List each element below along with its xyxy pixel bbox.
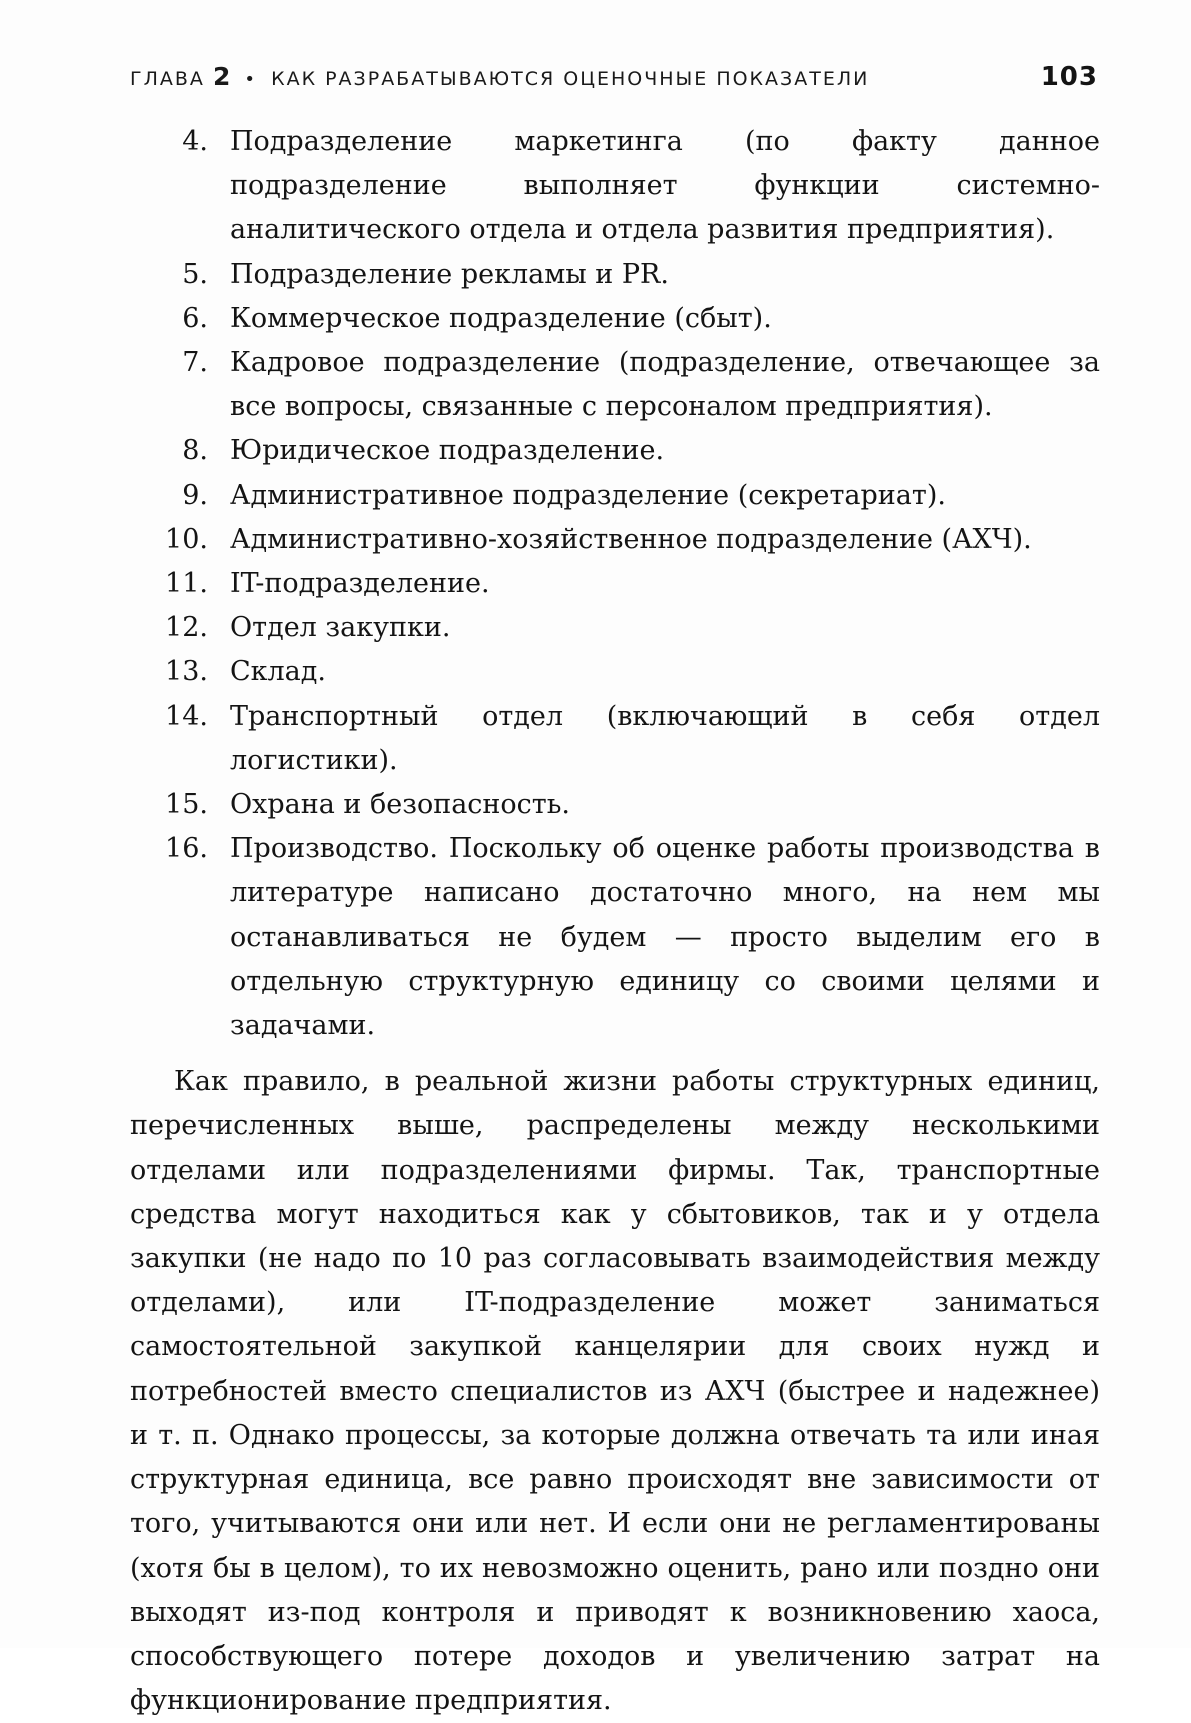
- list-item-text: Производство. Поскольку об оценке работы производства в литературе написано достаточно много, на нем мы останавливаться не будем — просто выделим его в отдельную структурную единицу со своими целями и задачами.: [230, 833, 1100, 1042]
- list-item-text: Административное подразделение (секретариат).: [230, 479, 946, 511]
- body-paragraph: Как правило, в реальной жизни работы структурных единиц, перечисленных выше, распределены между несколькими отделами или подразделениями фирмы. Так, транспортные средства могут находиться как у сбытовиков, так и у отдела закупки (не надо по 10 раз согласовывать взаимодействия между отделами), или IT-подразделение может заниматься самостоятельной закупкой канцелярии для своих нужд и потребностей вместо специалистов из АХЧ (быстрее и надежнее) и т. п. Однако процессы, за которые должна отвечать та или иная структурная единица, все равно происходят вне зависимости от того, учитываются они или нет. И если они не регламентированы (хотя бы в целом), то их невозможно оценить, рано или поздно они выходят из-под контроля и приводят к возникновению хаоса, способствующего потере доходов и увеличению затрат на функционирование предприятия.: [130, 1066, 1100, 1717]
- list-item-number: 11.: [165, 568, 208, 600]
- list-item: [130, 253, 1100, 297]
- chapter-title: КАК РАЗРАБАТЫВАЮТСЯ ОЦЕНОЧНЫЕ ПОКАЗАТЕЛИ: [271, 68, 870, 90]
- list-item-number: 16.: [165, 833, 208, 865]
- list-item: [130, 650, 1100, 694]
- list-item-number: 14.: [165, 700, 208, 732]
- chapter-number: 2: [212, 62, 231, 91]
- list-item-number: 5.: [182, 258, 208, 290]
- list-item: [130, 429, 1100, 473]
- list-item-number: 8.: [182, 435, 208, 467]
- list-item-text: Склад.: [230, 656, 326, 688]
- numbered-list: [130, 120, 1100, 1048]
- list-item: [130, 474, 1100, 518]
- list-item-number: 4.: [182, 126, 208, 157]
- list-item: [130, 783, 1100, 827]
- list-item: [130, 562, 1100, 606]
- list-item-text: Коммерческое подразделение (сбыт).: [230, 302, 772, 334]
- list-item-number: 12.: [165, 612, 208, 644]
- list-item-text: Подразделение маркетинга (по факту данное подразделение выполняет функции системно-аналитического отдела и отдела развития предприятия).: [230, 126, 1100, 246]
- list-item: [130, 606, 1100, 650]
- header-separator: •: [244, 69, 258, 90]
- chapter-label: ГЛАВА: [130, 68, 205, 90]
- running-header: [130, 62, 1098, 98]
- page-number: 103: [1040, 62, 1098, 92]
- list-item: [130, 341, 1100, 429]
- chapter-heading: [130, 62, 869, 91]
- list-item: [130, 827, 1100, 1048]
- list-item-text: Подразделение рекламы и PR.: [230, 258, 669, 290]
- list-item-text: IT-подразделение.: [230, 568, 490, 600]
- list-item: [130, 297, 1100, 341]
- list-item: [130, 695, 1100, 783]
- list-item: [130, 518, 1100, 562]
- list-item-text: Юридическое подразделение.: [230, 435, 665, 467]
- list-item-number: 10.: [165, 523, 208, 555]
- body-text: [130, 120, 1100, 1723]
- list-item: [130, 120, 1100, 253]
- list-item-number: 9.: [182, 479, 208, 511]
- list-item-number: 6.: [182, 302, 208, 334]
- list-item-number: 7.: [182, 347, 208, 379]
- list-item-text: Административно-хозяйственное подразделение (АХЧ).: [230, 523, 1032, 555]
- list-item-text: Охрана и безопасность.: [230, 789, 571, 821]
- list-item-number: 13.: [165, 656, 208, 688]
- list-item-text: Транспортный отдел (включающий в себя отдел логистики).: [230, 700, 1100, 776]
- list-item-text: Отдел закупки.: [230, 612, 451, 644]
- list-item-text: Кадровое подразделение (подразделение, отвечающее за все вопросы, связанные с персоналом предприятия).: [230, 347, 1100, 423]
- list-item-number: 15.: [165, 789, 208, 821]
